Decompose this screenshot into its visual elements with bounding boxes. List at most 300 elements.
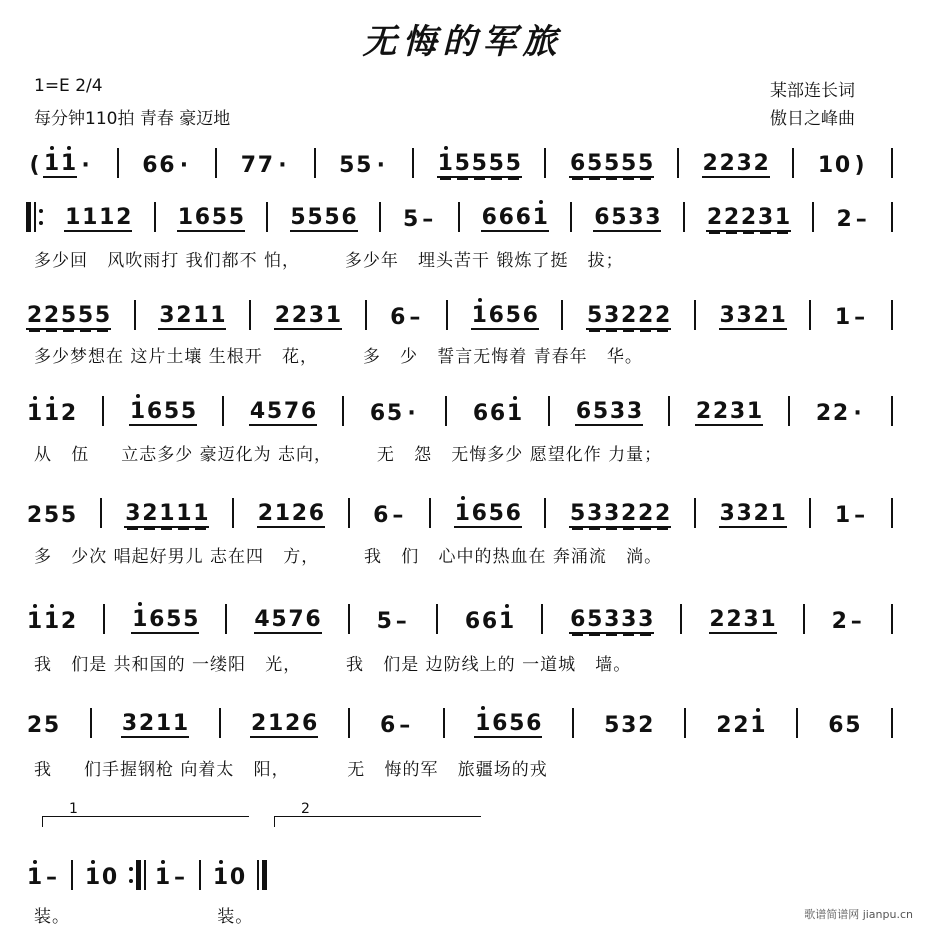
note: 3 [736,501,752,526]
barline [803,604,805,634]
note: 3 [645,205,661,230]
barline [891,708,893,738]
note: 2 [719,151,735,176]
note: – [399,713,411,738]
barline [694,300,696,330]
note: 1 [82,205,98,230]
note: 5 [505,303,521,328]
note: 1 [176,501,192,526]
note: 5 [587,151,603,176]
measure [376,610,410,634]
note: – [855,207,867,232]
barline [891,396,893,426]
staff-row-2 [26,290,896,330]
barline [348,498,350,528]
barline [541,604,543,634]
measure [454,502,522,528]
repeat-end-barline [126,860,146,890]
measure [464,610,515,634]
note: 2 [26,503,43,528]
note: 3 [719,303,735,328]
note: 1 [267,711,284,736]
note: 7 [283,399,300,424]
note: 1 [129,399,146,424]
note: 4 [249,399,266,424]
note: 1 [26,865,43,890]
note: 5 [845,713,861,738]
tempo-marking: 每分钟110拍 青春 豪迈地 [34,109,231,129]
measure [84,866,118,890]
barline [219,708,221,738]
note: 1 [774,205,791,230]
note: 1 [506,401,523,426]
note: 2 [740,205,757,230]
note: · [376,153,385,178]
note: 5 [570,501,586,526]
note: 2 [695,399,712,424]
note: 6 [498,205,514,230]
staff-row-5 [26,594,896,634]
measure [472,402,523,426]
note: 2 [176,303,192,328]
barline [249,300,251,330]
note: 4 [254,607,270,632]
measure [121,712,189,738]
note: 3 [604,303,620,328]
note: 7 [288,607,304,632]
note: 6 [472,401,489,426]
repeat-start-barline [26,202,46,232]
note: 6 [301,711,318,736]
note: 5 [94,303,111,328]
note: 3 [621,607,637,632]
measure [64,206,132,232]
lyric-line-3: 从 伍 立志多少 豪迈化为 志向， 无 怨 无悔多少 愿望化作 力量； [34,445,663,465]
measure [815,402,866,426]
note: 6 [575,399,592,424]
note: 5 [611,205,627,230]
note: 5 [488,151,504,176]
note: 2 [706,205,723,230]
note: – [854,305,866,330]
note: 3 [743,607,759,632]
ending-staff-row [26,850,496,890]
note: 3 [757,205,774,230]
key-signature: 1=E 2/4 [34,76,103,96]
note: – [46,865,57,890]
note: 1 [155,711,172,736]
barline [561,300,563,330]
measure [249,400,317,426]
measure [129,400,197,426]
lyric-line-7: 装。 装。 [34,907,254,927]
measure [154,866,188,890]
measure [131,608,199,634]
barline [683,202,685,232]
note: 5 [509,711,525,736]
note: 5 [604,713,620,738]
note: – [854,503,866,528]
measure [26,866,60,890]
note: 6 [146,399,163,424]
barline [796,708,798,738]
watermark: 歌谱简谱网 jianpu.cn [804,908,913,921]
note: 2 [733,713,749,738]
note: 3 [719,501,735,526]
note: 5 [587,303,603,328]
barline [891,148,893,178]
note: 6 [471,501,487,526]
measure [402,208,436,232]
note: 5 [60,303,77,328]
note: 2 [26,713,43,738]
measure [569,608,654,634]
note: 6 [142,153,158,178]
measure [702,152,770,178]
note: 1 [325,303,342,328]
measure [26,402,77,426]
note: 5 [163,399,180,424]
staff-row-4 [26,488,896,528]
barline [102,396,104,426]
note: 5 [356,153,372,178]
note: – [392,503,404,528]
barline [891,604,893,634]
note: 2 [142,501,158,526]
note: 5 [271,607,287,632]
barline [443,708,445,738]
note: 1 [60,151,77,176]
note: 2 [26,303,43,328]
note: 1 [746,399,763,424]
note: 5 [266,399,283,424]
note: 6 [594,205,610,230]
second-ending-number: 2 [301,801,310,817]
barline [71,860,73,890]
measure [257,502,325,528]
note: – [422,207,434,232]
note: · [81,153,90,178]
measure [831,610,865,634]
barline [266,202,268,232]
note: 6 [505,501,521,526]
note: 5 [403,207,419,232]
measure [834,306,868,330]
note: 1 [210,303,226,328]
measure [437,152,522,178]
note: – [174,865,185,890]
note: 3 [729,399,746,424]
measure [26,152,94,178]
note: 2 [702,151,718,176]
lyric-line-6: 我 们手握钢枪 向着太 阳， 无 悔的军 旅疆场的戎 [34,760,548,780]
note: 5 [638,151,654,176]
measure [569,502,671,528]
measure [474,712,542,738]
staff-row-3 [26,386,896,426]
note: 1 [212,865,229,890]
note: 3 [121,711,138,736]
measure [158,304,226,330]
barline [809,300,811,330]
barline [436,604,438,634]
note: 2 [832,401,849,426]
note: 1 [750,713,766,738]
barline [809,498,811,528]
note: 5 [454,151,470,176]
note: 5 [43,503,60,528]
first-ending-bracket [42,801,249,827]
note: 5 [386,401,403,426]
note: 5 [166,607,182,632]
note: 3 [736,151,752,176]
barline [365,300,367,330]
note: 2 [655,501,671,526]
barline [458,202,460,232]
note: 2 [621,303,637,328]
measure [706,206,791,232]
measure [372,504,406,528]
note: 3 [609,399,626,424]
note: 1 [471,303,487,328]
note: 2 [723,205,740,230]
barline [225,604,227,634]
note: 1 [817,153,834,178]
barline [379,202,381,232]
measure [141,154,192,178]
barline [684,708,686,738]
note: 1 [498,609,515,634]
measure [369,402,420,426]
note: 3 [125,501,141,526]
note: 2 [291,303,308,328]
barline [891,498,893,528]
note: 3 [604,607,620,632]
note: 5 [621,151,637,176]
barline [548,396,550,426]
barline [677,148,679,178]
lyric-line-2: 多少梦想在 这片土壤 生根开 花， 多 少 誓言无悔着 青春年 华。 [34,347,643,367]
barline [232,498,234,528]
note: 5 [488,501,504,526]
barline [570,202,572,232]
measure [26,304,111,330]
note: 6 [526,711,542,736]
barline [446,300,448,330]
measure [177,206,245,232]
lyric-line-5: 我 们是 共和国的 一缕阳 光， 我 们是 边防线上的 一道城 墙。 [34,655,632,675]
measure [695,400,763,426]
barline [314,148,316,178]
note: 2 [43,303,60,328]
note: 1 [26,609,43,634]
note: 6 [373,503,389,528]
note: 1 [475,711,491,736]
measure [569,152,654,178]
note: 1 [84,865,101,890]
note: – [850,609,862,634]
measure [26,714,60,738]
barline [812,202,814,232]
note: 1 [99,205,115,230]
song-title: 无悔的军旅 [362,22,563,62]
note: 2 [138,711,155,736]
note: 5 [324,205,340,230]
note: 3 [626,399,643,424]
staff-row-1 [26,192,896,232]
measure [471,304,539,330]
note: 2 [815,401,832,426]
note: 3 [638,607,654,632]
note: 2 [712,399,729,424]
note: 6 [464,609,481,634]
note: 1 [43,609,60,634]
note: – [409,305,421,330]
note: 1 [65,205,81,230]
measure [290,206,358,232]
note: 5 [43,713,60,738]
note: 1 [437,151,453,176]
note: · [407,401,416,426]
note: 6 [489,401,506,426]
measure [827,714,861,738]
measure [834,504,868,528]
measure [817,154,868,178]
note: 0 [101,865,118,890]
measure [389,306,423,330]
note: 2 [638,303,654,328]
measure [836,208,870,232]
note: · [179,153,189,178]
measure [481,206,549,232]
note: 5 [376,609,392,634]
note: 2 [60,609,77,634]
measure [719,304,787,330]
barline [694,498,696,528]
barline [544,498,546,528]
note: 1 [132,607,148,632]
barline [445,396,447,426]
note: 6 [570,607,586,632]
note: 1 [159,501,175,526]
note: 1 [193,303,209,328]
note: · [853,401,862,426]
note: 6 [149,607,165,632]
note: 2 [621,501,637,526]
note: 6 [828,713,844,738]
lyric-line-4: 多 少次 唱起好男儿 志在四 方， 我 们 心中的热血在 奔涌流 淌。 [34,547,663,567]
note: 1 [172,711,189,736]
note: 5 [339,153,355,178]
note: 7 [240,153,257,178]
note: 3 [621,713,637,738]
note: 6 [390,305,406,330]
lyric-line-1: 多少回 风吹雨打 我们都不 怕， 多少年 埋头苦干 锻炼了挺 拔； [34,251,624,271]
barline [668,396,670,426]
note: 2 [753,501,769,526]
note: 2 [836,207,852,232]
note: 2 [60,401,77,426]
staff-row-6 [26,698,896,738]
note: 6 [308,501,325,526]
measure [274,304,342,330]
note: 1 [770,303,786,328]
note: 1 [177,205,194,230]
measure [719,502,787,528]
note: 1 [43,401,60,426]
barline [215,148,217,178]
composer-credit: 傲日之峰曲 [770,109,855,129]
note: ) [854,153,865,178]
note: 3 [159,303,175,328]
lyricist-credit: 某部连长词 [770,81,855,101]
note: 5 [604,151,620,176]
barline [792,148,794,178]
barline [199,860,201,890]
note: 6 [380,713,396,738]
note: 6 [492,711,508,736]
note: 5 [60,503,77,528]
note: 1 [834,503,851,528]
barline [103,604,105,634]
barline [891,300,893,330]
barline [117,148,119,178]
barline [222,396,224,426]
note: 3 [604,501,620,526]
first-ending-number: 1 [69,801,78,817]
note: 2 [726,607,742,632]
note: 0 [834,153,851,178]
note: 5 [471,151,487,176]
barline [154,202,156,232]
note: 2 [655,303,671,328]
note: 5 [505,151,521,176]
note: 2 [709,607,725,632]
measure [250,712,318,738]
note: 2 [638,501,654,526]
note: 3 [736,303,752,328]
measure [586,304,671,330]
note: 6 [570,151,586,176]
note: 1 [274,501,291,526]
barline [100,498,102,528]
note: 5 [211,205,228,230]
note: 1 [26,401,43,426]
note: 2 [291,501,308,526]
note: 1 [532,205,548,230]
note: ( [29,153,40,178]
measure [709,608,777,634]
intro-staff-row [26,138,896,178]
note: 5 [228,205,245,230]
note: · [278,153,287,178]
note: 0 [229,865,246,890]
measure [593,206,661,232]
note: 7 [257,153,274,178]
note: 1 [834,305,851,330]
note: 6 [305,607,321,632]
measure [212,866,246,890]
measure [379,714,413,738]
note: 6 [488,303,504,328]
note: 2 [116,205,132,230]
measure [603,714,654,738]
note: 2 [716,713,732,738]
measure [254,608,322,634]
note: 2 [274,303,291,328]
note: 5 [180,399,197,424]
note: 5 [290,205,306,230]
